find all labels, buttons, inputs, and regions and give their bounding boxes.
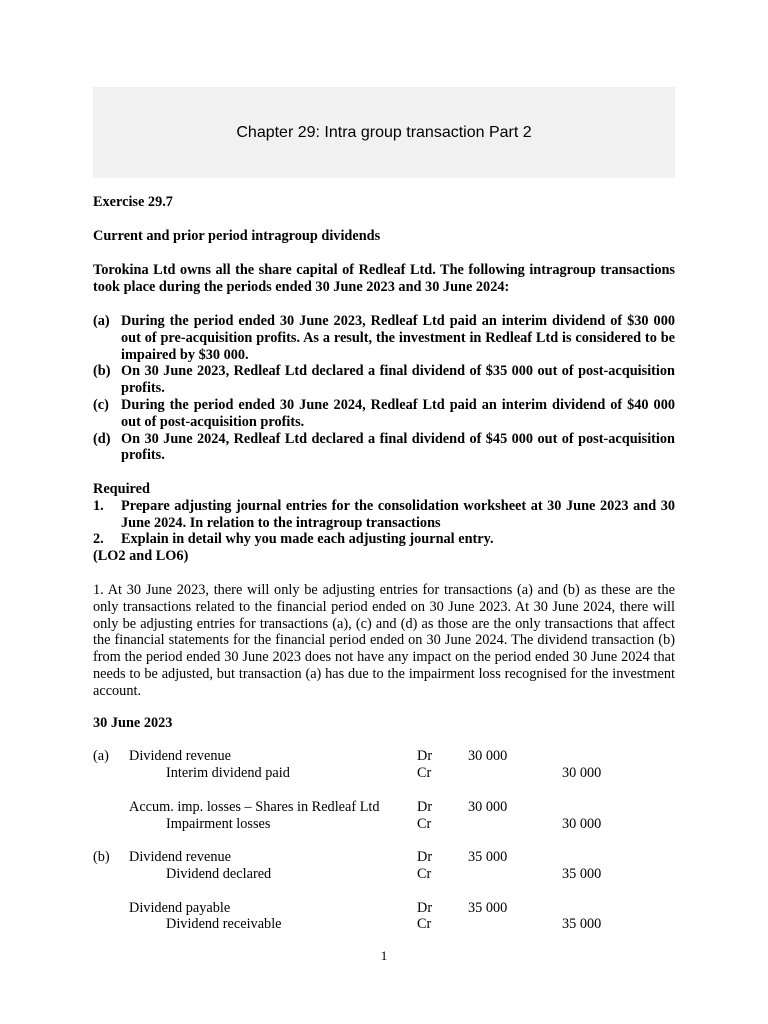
answer-paragraph: 1. At 30 June 2023, there will only be adjusting entries for transactions (a) and (b) as these are the only transactions related to the financial period ended on 30 June 2023. At 30 June 2024, there will only be adjusting entries for transactions (a), (c) and (d) as those are the only transactions that affect the financial statements for the financial period ended on 30 June 2024. The dividend transaction (b) from the period ended 30 June 2023 does not have any impact on the period ended 30 June 2024 that needs to be adjusted, but transaction (a) has due to the impairment loss recognised for the investment account. — [93, 582, 675, 699]
account-name: Impairment losses — [166, 816, 271, 832]
account-name: Dividend receivable — [166, 916, 282, 932]
chapter-title: Chapter 29: Intra group transaction Part 2 — [236, 123, 532, 141]
list-item — [93, 498, 675, 532]
account-name: Interim dividend paid — [166, 765, 290, 781]
list-item-label: (d) — [93, 430, 111, 447]
debit-amount: 30 000 — [468, 799, 508, 815]
list-item-text: Prepare adjusting journal entries for the consolidation worksheet at 30 June 2023 and 30 June 2024. In relation to the intragroup transactions — [121, 497, 675, 531]
list-item-text: On 30 June 2024, Redleaf Ltd declared a final dividend of $45 000 out of post-acquisition profits. — [121, 430, 675, 464]
account-name: Accum. imp. losses – Shares in Redleaf Ltd — [129, 799, 380, 815]
list-item-label: (c) — [93, 396, 109, 413]
required-section — [93, 481, 675, 565]
list-item-label: (a) — [93, 313, 110, 329]
dr-cr-marker: Cr — [417, 816, 432, 832]
debit-amount: 35 000 — [468, 900, 508, 916]
account-name: Dividend revenue — [129, 748, 232, 764]
dr-cr-marker: Cr — [417, 916, 432, 932]
credit-amount: 35 000 — [562, 866, 602, 882]
list-item-label: 1. — [93, 497, 104, 514]
journal-heading: 30 June 2023 — [93, 715, 173, 731]
list-item-text: During the period ended 30 June 2024, Redleaf Ltd paid an interim dividend of $40 000 out of post-acquisition profits. — [121, 396, 675, 430]
chapter-title-band — [93, 87, 675, 178]
exercise-subtitle: Current and prior period intragroup dividends — [93, 228, 381, 244]
list-item-text: On 30 June 2023, Redleaf Ltd declared a final dividend of $35 000 out of post-acquisition profits. — [121, 363, 675, 397]
credit-amount: 35 000 — [562, 916, 602, 932]
list-item-text: Explain in detail why you made each adjusting journal entry. — [121, 531, 494, 548]
list-item — [93, 363, 675, 397]
list-item-text: During the period ended 30 June 2023, Redleaf Ltd paid an interim dividend of $30 000 out of pre-acquisition profits. As a result, the investment in Redleaf Ltd is considered to be impaired by $30 000. — [121, 313, 675, 363]
transaction-list — [93, 313, 675, 464]
learning-outcomes: (LO2 and LO6) — [93, 548, 189, 565]
debit-amount: 30 000 — [468, 748, 508, 764]
debit-amount: 35 000 — [468, 849, 508, 865]
list-item — [93, 531, 675, 548]
dr-cr-marker: Cr — [417, 866, 432, 882]
list-item — [93, 431, 675, 465]
intro-paragraph: Torokina Ltd owns all the share capital of Redleaf Ltd. The following intragroup transactions took place during the periods ended 30 June 2023 and 30 June 2024: — [93, 262, 675, 295]
account-name: Dividend declared — [166, 866, 272, 882]
dr-cr-marker: Dr — [417, 799, 433, 815]
dr-cr-marker: Dr — [417, 748, 433, 764]
dr-cr-marker: Cr — [417, 765, 432, 781]
required-heading: Required — [93, 481, 150, 497]
list-item — [93, 313, 675, 363]
entry-label: (b) — [93, 849, 110, 865]
exercise-number: Exercise 29.7 — [93, 194, 173, 210]
dr-cr-marker: Dr — [417, 849, 433, 865]
credit-amount: 30 000 — [562, 765, 602, 781]
account-name: Dividend payable — [129, 900, 231, 916]
entry-label: (a) — [93, 748, 109, 764]
account-name: Dividend revenue — [129, 849, 232, 865]
page-number: 1 — [380, 948, 388, 963]
dr-cr-marker: Dr — [417, 900, 433, 916]
list-item — [93, 397, 675, 431]
list-item-label: (b) — [93, 363, 111, 380]
list-item-label: 2. — [93, 531, 104, 548]
credit-amount: 30 000 — [562, 816, 602, 832]
